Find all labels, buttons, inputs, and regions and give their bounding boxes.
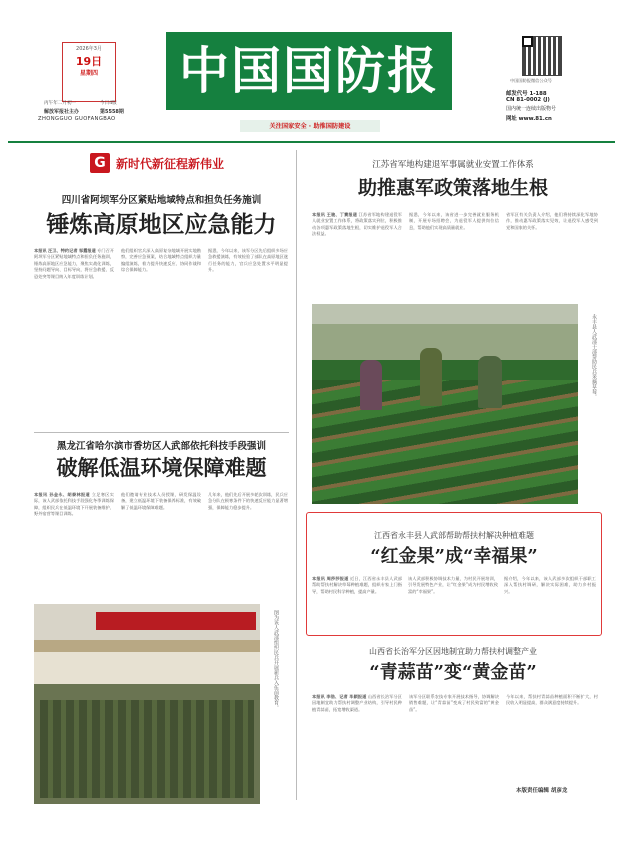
article1-col2 <box>121 248 201 430</box>
photo-person-1 <box>360 360 382 410</box>
slogan: 关注国家安全 · 助推国防建设 <box>269 123 351 130</box>
article4-kicker: 江西省永丰县人武部帮助帮扶村解决种植难题 <box>374 531 534 540</box>
article5-col3-text: 今年以来，帮扶村青蒜苗种植面积不断扩大，村民收入明显提高，群众满意度持续提升。 <box>506 694 598 706</box>
article5-col1 <box>312 694 402 798</box>
website[interactable]: 网址 www.81.cn <box>506 116 552 122</box>
article2-col2-text: 他们邀请专业技术人员授课，研发保温设备，建立低温环境下装备保养标准，有效破解了低温环境保障难题。 <box>121 492 201 510</box>
article4-headline: “红金果”成“幸福果” <box>370 546 538 567</box>
banner-logo-glyph: G <box>94 155 106 171</box>
qr-corner-icon <box>522 36 533 47</box>
article2-col3 <box>208 492 288 600</box>
article3-col1 <box>312 212 402 300</box>
article4-col3-text: 据介绍，今年以来，该人武部多次组织干部职工深入帮扶村调研，解决实际困难，助力乡村振兴。 <box>504 576 596 594</box>
article5-body <box>312 694 598 798</box>
article4-col1 <box>312 576 402 632</box>
article4-body <box>312 576 596 632</box>
divider <box>34 432 289 433</box>
article4-col1-text: 近日，江西省永丰县人武部帮助帮扶村解决草莓种植难题，组织专家上门指导，帮助村民科学种植，提高产量。 <box>312 576 402 594</box>
article5-kicker: 山西省长治军分区因地制宜助力帮扶村调整产业 <box>369 647 537 656</box>
photo-person-3 <box>478 356 502 408</box>
date-line: 2026年3月 <box>76 46 102 52</box>
article4-col3 <box>504 576 596 632</box>
article2-col1-text: 立足寒区实际，该人武部依托科技手段强化冬季训练保障，组织民兵在低温环境下开展装备维护、野外宿营等课目训练。 <box>34 492 114 517</box>
article2-col2 <box>121 492 201 600</box>
article2-byline: 本报讯 孙金永、胡泰林报道 <box>34 492 91 497</box>
photo1-caption: 图为该人武部组织民兵开展新兵入伍前教育。 <box>273 610 279 710</box>
article1-kicker: 四川省阿坝军分区紧贴地域特点和担负任务施训 <box>61 195 262 206</box>
article5-headline: “青蒜苗”变“黄金苗” <box>369 662 537 683</box>
article1-headline: 锤炼高原地区应急能力 <box>46 211 277 238</box>
article1-col1 <box>34 248 114 430</box>
issue-number: 第5558期 <box>100 109 124 115</box>
article3-col1-text: 江苏省军地构建退役军人就业安置工作体系，将政策落实到位，积极推动各项惠军政策落地生根，切实维护退役军人合法权益。 <box>312 212 402 237</box>
article1-byline: 本报讯 汪卫、特约记者 邹露报道 <box>34 248 96 253</box>
newspaper-title: 中国国防报 <box>179 41 439 100</box>
article3-col2-text: 据悉，今年以来，该省进一步完善就业服务机制，开展专场招聘会，为退役军人提供岗位信息，帮助他们实现高质量就业。 <box>409 212 499 230</box>
article2-headline: 破解低温环境保障难题 <box>56 455 267 480</box>
masthead <box>8 8 615 134</box>
article1-col2-text: 他们组织官兵深入高原复杂地域开展实地勘察，完善应急预案，结合地域特点组织力量编组演练，着力提升快速反应、协同作战和综合保障能力。 <box>121 248 201 273</box>
article3-body <box>312 212 598 300</box>
article3-col3 <box>506 212 598 300</box>
article2-col1 <box>34 492 114 600</box>
article2-col3-text: 几年来，他们先后开展多轮次训练，民兵应急分队在极寒条件下的快速反应能力显著增强，保障能力稳步提升。 <box>208 492 288 510</box>
article3-byline: 本报讯 王骏、丁赛报道 <box>312 212 358 217</box>
unified-number-label: 国内统一连续出版物号 <box>506 106 557 112</box>
masthead-rule <box>8 141 615 143</box>
photo-banner-red <box>96 612 256 630</box>
article4-col2 <box>408 576 498 632</box>
article1-body <box>34 248 289 430</box>
article4-col2-text: 该人武部积极协调技术力量，为村民开展培训，引导发展特色产业，让“红金果”成为村民增收致富的“幸福果”。 <box>408 576 498 594</box>
article3-col2 <box>409 212 499 300</box>
column-divider <box>296 150 297 800</box>
pinyin: ZHONGGUO GUOFANGBAO <box>38 116 116 122</box>
date-box <box>62 42 116 102</box>
edition-count: 今日4版 <box>100 101 117 106</box>
article3-kicker: 江苏省军地构建退军事属就业安置工作体系 <box>372 160 534 170</box>
lunar-date: 丙午年二月初一 <box>44 101 77 106</box>
photo-rows <box>312 380 578 504</box>
cn-number: CN 81-0002 (J) <box>506 97 550 103</box>
article1-col1-text: 专门召开阿坝军分区紧贴地域特点和担负任务施训，锤炼高原地区应急能力，聚焦实战化训练，坚持问题导向、目标导向，将应急救援、反恐处突等课目纳入年度训练计划。 <box>34 248 114 279</box>
date-weekday: 星期四 <box>79 70 98 77</box>
article2-kicker: 黑龙江省哈尔滨市香坊区人武部依托科技手段强训 <box>56 441 266 452</box>
article2-body <box>34 492 289 600</box>
photo-crowd <box>40 700 254 798</box>
article1-col3 <box>208 248 288 430</box>
org-left: 解放军报社主办 <box>44 109 80 115</box>
editor-credit: 本版责任编辑 胡彦龙 <box>516 788 568 794</box>
date-day: 19日 <box>75 55 103 68</box>
photo-person-2 <box>420 348 442 406</box>
article4-byline: 本报讯 周莎莎报道 <box>312 576 349 581</box>
article1-col3-text: 据悉，今年以来，该军分区先后组织多场应急救援演练，有效检验了部队在高原地区遂行任务的能力，官兵应急处置水平明显提升。 <box>208 248 288 273</box>
banner-label: 新时代新征程新伟业 <box>116 157 225 171</box>
article5-col2-text: 该军分区联系农技专家开展技术指导，协调解决销售难题，让“青蒜苗”变成了村民致富的“黄金苗”。 <box>409 694 499 712</box>
section-banner <box>34 152 289 174</box>
article5-col2 <box>409 694 499 798</box>
post-code: 邮发代号 1-188 <box>506 91 547 97</box>
article5-col1-text: 山西省长治军分区因地制宜助力帮扶村调整产业结构，引导村民种植青蒜苗，拓宽增收渠道。 <box>312 694 402 712</box>
article3-headline: 助推惠军政策落地生根 <box>357 177 548 199</box>
article3-col3-text: 省军区有关负责人介绍，他们将持续深化军地协作，推动惠军政策落实见效，让退役军人感受到党和国家的关怀。 <box>506 212 598 230</box>
article5-col3 <box>506 694 598 798</box>
article5-byline: 本报讯 李浩、记者 毕颖报道 <box>312 694 367 699</box>
qr-caption: 中国国防报微信公众号 <box>510 78 552 83</box>
photo2-caption: 永丰县人武部干部帮助民兵采摘草莓。 <box>591 314 597 399</box>
